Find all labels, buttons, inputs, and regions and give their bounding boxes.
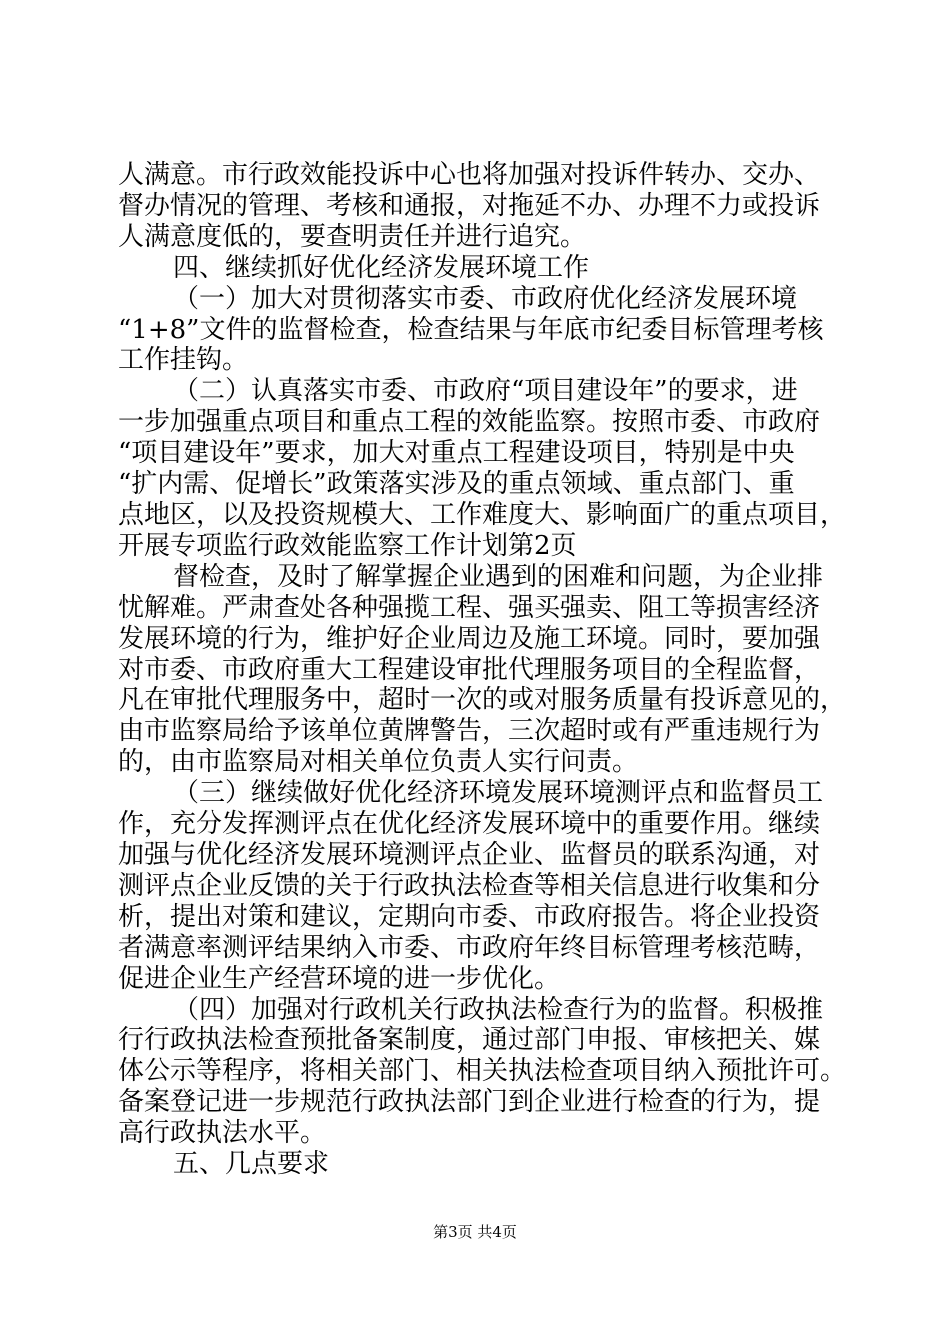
text-line: 测评点企业反馈的关于行政执法检查等相关信息进行收集和分 <box>118 871 821 901</box>
text-line: 加强与优化经济发展环境测评点企业、监督员的联系沟通，对 <box>118 840 821 870</box>
text-line: 体公示等程序，将相关部门、相关执法检查项目纳入预批许可。 <box>118 1056 847 1086</box>
section-heading: 五、几点要求 <box>173 1149 330 1179</box>
text-line: 督检查，及时了解掌握企业遇到的困难和问题，为企业排 <box>173 562 824 592</box>
text-line: 凡在审批代理服务中，超时一次的或对服务质量有投诉意见的， <box>118 685 847 715</box>
text-line: 人满意度低的，要查明责任并进行追究。 <box>118 222 587 252</box>
text-line: “1+8”文件的监督检查，检查结果与年底市纪委目标管理考核 <box>118 315 824 345</box>
text-line: 作，充分发挥测评点在优化经济发展环境中的重要作用。继续 <box>118 809 821 839</box>
text-line: 析，提出对策和建议，定期向市委、市政府报告。将企业投资 <box>118 902 821 932</box>
text-line: 对市委、市政府重大工程建设审批代理服务项目的全程监督， <box>118 655 821 685</box>
text-line: 由市监察局给予该单位黄牌警告，三次超时或有严重违规行为 <box>118 716 821 746</box>
text-line: 促进企业生产经营环境的进一步优化。 <box>118 964 561 994</box>
text-line: 一步加强重点项目和重点工程的效能监察。按照市委、市政府 <box>118 407 821 437</box>
section-heading: 四、继续抓好优化经济发展环境工作 <box>173 253 590 283</box>
text-line: “扩内需、促增长”政策落实涉及的重点领域、重点部门、重 <box>118 469 795 499</box>
text-line: 忧解难。严肃查处各种强揽工程、强买强卖、阻工等损害经济 <box>118 593 821 623</box>
text-line: 备案登记进一步规范行政执法部门到企业进行检查的行为，提 <box>118 1087 821 1117</box>
text-line: 人满意。市行政效能投诉中心也将加强对投诉件转办、交办、 <box>118 160 821 190</box>
text-line: “项目建设年”要求，加大对重点工程建设项目，特别是中央 <box>118 438 795 468</box>
text-line: 的，由市监察局对相关单位负责人实行问责。 <box>118 747 639 777</box>
text-line: （三）继续做好优化经济环境发展环境测评点和监督员工 <box>173 778 824 808</box>
text-line: 工作挂钩。 <box>118 345 249 375</box>
text-line: 督办情况的管理、考核和通报，对拖延不办、办理不力或投诉 <box>118 191 821 221</box>
page-footer <box>0 1222 950 1242</box>
text-line: （四）加强对行政机关行政执法检查行为的监督。积极推 <box>173 995 824 1025</box>
text-line: 高行政执法水平。 <box>118 1118 327 1148</box>
text-line: 发展环境的行为，维护好企业周边及施工环境。同时，要加强 <box>118 624 821 654</box>
page-number-label: 第3页 共4页 <box>433 1223 517 1241</box>
text-line: （一）加大对贯彻落实市委、市政府优化经济发展环境 <box>173 284 798 314</box>
text-line: 开展专项监行政效能监察工作计划第2页 <box>118 531 577 561</box>
text-line: （二）认真落实市委、市政府“项目建设年”的要求，进 <box>173 376 798 406</box>
text-line: 行行政执法检查预批备案制度，通过部门申报、审核把关、媒 <box>118 1025 821 1055</box>
text-line: 者满意率测评结果纳入市委、市政府年终目标管理考核范畴， <box>118 933 821 963</box>
text-line: 点地区，以及投资规模大、工作难度大、影响面广的重点项目， <box>118 500 847 530</box>
